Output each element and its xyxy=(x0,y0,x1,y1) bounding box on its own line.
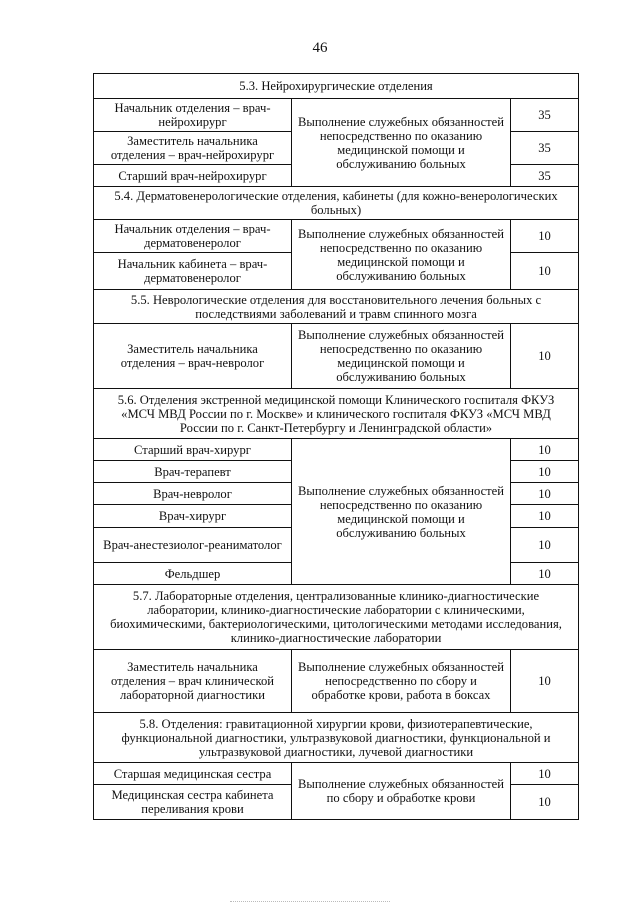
section-title: 5.5. Неврологические отделения для восстановительного лечения больных с последствиями заболеваний и травм спинного мозга xyxy=(94,290,579,324)
allowance-table-body xyxy=(94,74,579,820)
table-row xyxy=(94,763,579,785)
section-header-row xyxy=(94,74,579,99)
duty-description-cell: Выполнение служебных обязанностей по сбору и обработке крови xyxy=(292,763,511,820)
section-title: 5.4. Дерматовенерологические отделения, кабинеты (для кожно-венерологических больных) xyxy=(94,187,579,220)
position-cell: Фельдшер xyxy=(94,563,292,585)
section-title: 5.8. Отделения: гравитационной хирургии крови, физиотерапевтические, функциональной диагностики, ультразвуковой диагностики, функциональной и ультразвуковой диагностики, лучевой диагностики xyxy=(94,713,579,763)
allowance-value-cell: 35 xyxy=(511,165,579,187)
position-cell: Старшая медицинская сестра xyxy=(94,763,292,785)
scan-artifact xyxy=(230,901,390,903)
position-cell: Начальник отделения – врач-нейрохирург xyxy=(94,99,292,132)
allowance-value-cell: 10 xyxy=(511,563,579,585)
position-cell: Начальник отделения – врач-дерматовенеролог xyxy=(94,220,292,253)
allowance-value-cell: 10 xyxy=(511,785,579,820)
allowance-value-cell: 10 xyxy=(511,650,579,713)
position-cell: Врач-анестезиолог-реаниматолог xyxy=(94,528,292,563)
section-title: 5.7. Лабораторные отделения, централизованные клинико-диагностические лаборатории, клинико-диагностические лаборатории с клиническими, биохимическими, бактериологическими, цитологическими методами исследования, клинико-диагностические лаборатории xyxy=(94,585,579,650)
section-header-row xyxy=(94,713,579,763)
allowance-value-cell: 10 xyxy=(511,439,579,461)
allowance-value-cell: 10 xyxy=(511,483,579,505)
page-number: 46 xyxy=(312,40,328,56)
allowance-value-cell: 10 xyxy=(511,324,579,389)
table-row xyxy=(94,220,579,253)
position-cell: Начальник кабинета – врач-дерматовенеролог xyxy=(94,253,292,290)
position-cell: Врач-терапевт xyxy=(94,461,292,483)
section-header-row xyxy=(94,389,579,439)
allowance-value-cell: 10 xyxy=(511,253,579,290)
allowance-table xyxy=(93,73,579,820)
allowance-value-cell: 35 xyxy=(511,99,579,132)
table-row xyxy=(94,650,579,713)
position-cell: Заместитель начальника отделения – врач клинической лабораторной диагностики xyxy=(94,650,292,713)
table-row xyxy=(94,324,579,389)
duty-description-cell: Выполнение служебных обязанностей непосредственно по оказанию медицинской помощи и обслуживанию больных xyxy=(292,99,511,187)
position-cell: Заместитель начальника отделения – врач-нейрохирург xyxy=(94,132,292,165)
allowance-value-cell: 10 xyxy=(511,220,579,253)
position-cell: Врач-невролог xyxy=(94,483,292,505)
duty-description-cell: Выполнение служебных обязанностей непосредственно по оказанию медицинской помощи и обслуживанию больных xyxy=(292,324,511,389)
duty-description-cell: Выполнение служебных обязанностей непосредственно по сбору и обработке крови, работа в боксах xyxy=(292,650,511,713)
section-title: 5.3. Нейрохирургические отделения xyxy=(94,74,579,99)
duty-description-cell: Выполнение служебных обязанностей непосредственно по оказанию медицинской помощи и обслуживанию больных xyxy=(292,220,511,290)
allowance-value-cell: 10 xyxy=(511,763,579,785)
duty-description-cell: Выполнение служебных обязанностей непосредственно по оказанию медицинской помощи и обслуживанию больных xyxy=(292,439,511,585)
position-cell: Старший врач-нейрохирург xyxy=(94,165,292,187)
section-title: 5.6. Отделения экстренной медицинской помощи Клинического госпиталя ФКУЗ «МСЧ МВД России по г. Москве» и клинического госпиталя ФКУЗ «МСЧ МВД России по г. Санкт-Петербургу и Ленинградской области» xyxy=(94,389,579,439)
position-cell: Заместитель начальника отделения – врач-невролог xyxy=(94,324,292,389)
section-header-row xyxy=(94,585,579,650)
section-header-row xyxy=(94,290,579,324)
allowance-value-cell: 10 xyxy=(511,505,579,528)
table-row xyxy=(94,99,579,132)
section-header-row xyxy=(94,187,579,220)
table-row xyxy=(94,439,579,461)
allowance-value-cell: 35 xyxy=(511,132,579,165)
position-cell: Врач-хирург xyxy=(94,505,292,528)
allowance-value-cell: 10 xyxy=(511,528,579,563)
position-cell: Старший врач-хирург xyxy=(94,439,292,461)
allowance-value-cell: 10 xyxy=(511,461,579,483)
position-cell: Медицинская сестра кабинета переливания крови xyxy=(94,785,292,820)
